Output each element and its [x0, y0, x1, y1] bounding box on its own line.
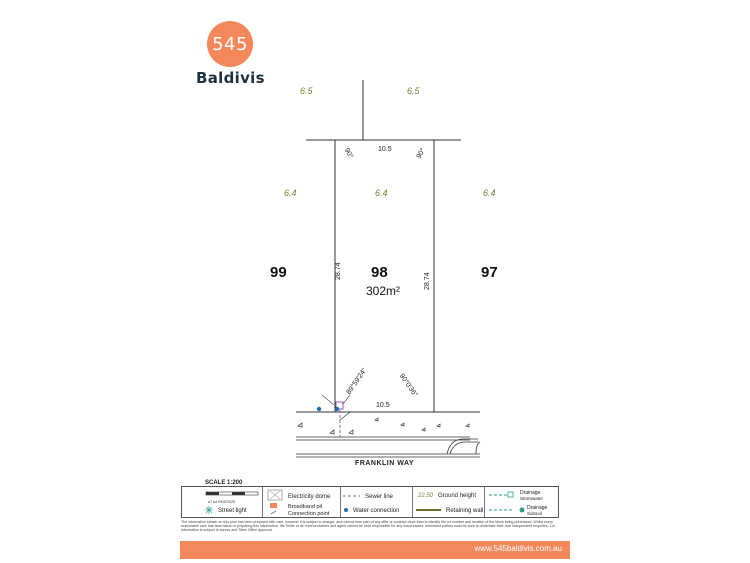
ground-level-label: 6.5 — [407, 86, 420, 96]
scale-subtitle: AT A4 PAGESIZE — [208, 500, 236, 504]
legend-drainage-stormwater-title: Drainage — [520, 490, 541, 496]
scale-title: SCALE 1:200 — [205, 480, 243, 486]
legend-drainage-subsoil-sub: Subsoil — [527, 511, 542, 516]
ground-level-label: 6.4 — [284, 188, 297, 198]
legend-retaining-wall: Retaining wall — [446, 508, 484, 514]
legend-water-connection: Water connection — [353, 508, 400, 514]
legend-drainage-stormwater-sub: Stormwater — [520, 496, 544, 501]
right-depth-label: 28.74 — [424, 272, 431, 290]
brand-logo-name: Baldivis — [196, 69, 265, 87]
legend-drainage-subsoil-title: Drainage — [527, 505, 548, 511]
water-connection-symbol-2 — [335, 407, 339, 411]
water-connection-symbol — [317, 407, 321, 411]
bottom-right-angle-label: 90°0'36" — [397, 372, 419, 399]
lot-number-99: 99 — [270, 264, 287, 281]
lot-number-98: 98 — [371, 264, 388, 281]
rear-width-label: 10.5 — [378, 146, 392, 153]
legend-broadband-pit: Broadband pit — [288, 504, 323, 510]
crossover-curve — [447, 439, 478, 454]
lot-98-area: 302m² — [366, 284, 401, 298]
legend-sewer-line: Sewer line — [365, 494, 394, 500]
legend-ground-height-value: 22.50 — [418, 493, 434, 499]
legend-table — [181, 486, 559, 518]
bottom-left-angle-label: 89°59'24" — [345, 367, 369, 396]
street-light-ray-2 — [343, 395, 350, 404]
road-name: FRANKLIN WAY — [355, 460, 415, 467]
crossover-curve-right — [476, 442, 480, 454]
connection-leader — [340, 412, 350, 420]
front-width-label: 10.5 — [376, 402, 390, 409]
verge-markers — [298, 418, 469, 434]
legend-electricity-dome: Electricity dome — [288, 494, 331, 500]
footer-bar — [180, 541, 570, 559]
ground-level-label: 6.4 — [375, 188, 388, 198]
ground-level-label: 6.5 — [300, 86, 313, 96]
ground-level-label: 6.4 — [483, 188, 496, 198]
left-depth-label: 28.74 — [335, 262, 342, 280]
top-left-angle-label: 90° — [342, 147, 354, 160]
legend-connection-point: Connection point — [288, 511, 330, 517]
footer-website-link[interactable]: www.545baldivis.com.au — [474, 544, 562, 553]
legend-street-light: Street light — [218, 508, 247, 514]
disclaimer-text: The information shown on this plan has been prepared with care, however it is subject to change, and cannot form part of any offer or contract other than to identify the lot number and location of the block being purchased. Whilst every reasonable care has been taken in preparing this information, the Seller or its representatives and agent cannot be held responsible for any inaccuracies. Interested parties must be sure to undertake their own independent enquiries. Lot information is subject to survey and Titles Office approval. — [181, 520, 555, 533]
legend-ground-height: Ground height — [438, 493, 477, 499]
street-light-ray — [322, 395, 334, 405]
top-right-angle-label: 90° — [415, 147, 427, 160]
brand-logo-number: 545 — [212, 33, 248, 55]
lot-number-97: 97 — [481, 264, 498, 281]
